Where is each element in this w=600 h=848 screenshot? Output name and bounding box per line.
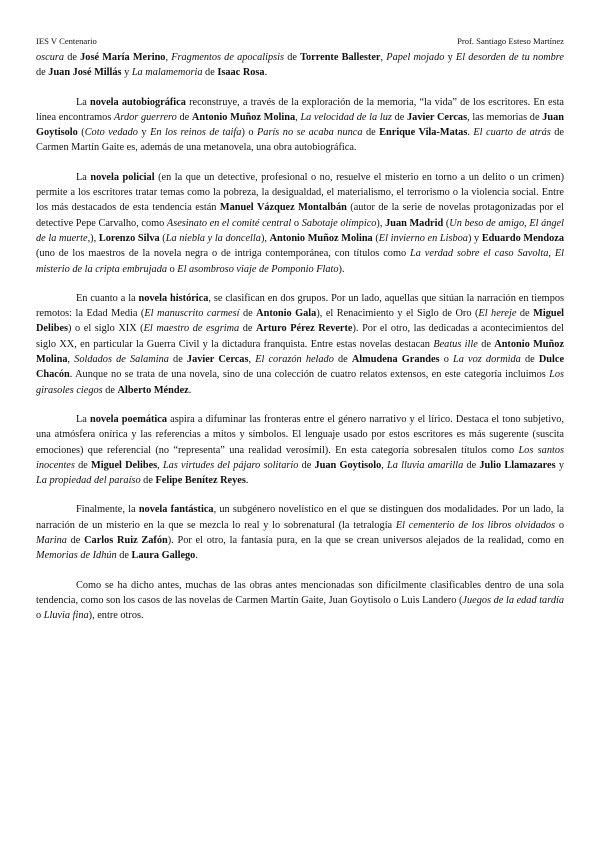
author-name: Lorenzo Silva [98,232,160,244]
text-run: ), el Renacimiento y el Siglo de Oro ( [316,308,479,320]
header-school: IES V Centenario [36,36,97,46]
text-run: ). Por el otro, las dedicadas a acontecimientos del siglo XX, en particular la Guerra Civil y la dictadura franquista. Entre estas novelas destacan [36,323,564,350]
text-run: , [548,248,555,260]
author-name: Carlos Ruiz Zafón [84,535,168,547]
work-title: Las virtudes del pájaro solitario [162,459,299,471]
work-title: Fragmentos de apocalipsis [171,52,284,63]
text-run: ( [443,217,450,229]
page-header [36,35,564,47]
text-run: , [67,354,75,366]
text-run: y [137,127,151,139]
text-run: ), [260,232,270,244]
text-run: ,), [87,232,99,244]
work-title: El invierno en Lisboa [378,232,468,244]
text-run: (uno de los maestros de la novela negra o de intriga contemporánea, con títulos como [36,248,411,260]
text-run: de [284,52,301,63]
paragraph-novela-fantastica [36,502,564,563]
text-run: (en la que un detective, profesional o no, resuelve el misterio en torno a un delito o un crimen) permite a los escritores tratar temas como la pobreza, la desigualdad, el materialismo, el terrorismo o la violencia social. Entre los más destacados de esta tendencia están [36,171,565,214]
text-run: ) o [241,127,257,139]
text-run: de [202,67,218,79]
paragraph-novela-poematica [36,412,564,488]
author-name: novela poemática [90,413,167,425]
work-title: oscura [36,52,65,63]
text-run: de [66,535,85,547]
work-title: La niebla y la doncella [165,232,261,244]
work-title: La verdad sobre el caso Savolta [410,248,549,260]
author-name: Dulce Chacón [36,354,565,381]
author-name: Felipe Benítez Reyes [155,475,246,487]
text-run: de [102,384,118,396]
work-title: La velocidad de la luz [300,111,392,123]
author-name: novela autobiográfica [90,96,186,108]
work-title: El corazón helado [255,354,334,366]
text-run: ( [372,232,379,244]
work-title: La propiedad del paraíso [36,475,141,487]
text-run: . [195,550,198,562]
text-run: de [64,52,81,63]
work-title: El maestro de esgrima [143,323,240,335]
work-title: El cementerio de los libros olvidados [395,519,556,531]
text-run: . Aunque no se trata de una novela, sino de una colección de cuatro relatos extensos, en este categoría incluimos [69,369,550,381]
work-title: Soldados de Salamina [74,354,169,366]
paragraph-novela-autobiografica [36,95,564,156]
text-run: ), [376,217,386,229]
text-run: o [36,610,44,622]
author-name: Javier Cercas [407,111,468,123]
text-run: de [168,354,187,366]
text-run: de [391,111,408,123]
text-run: y [121,67,132,79]
text-run: , [524,217,530,229]
text-run: de [116,550,132,562]
paragraph-conclusion [36,578,564,624]
author-name: José María Merino [80,52,166,63]
text-run: ). [338,263,345,275]
author-name: Antonio Muñoz Molina [36,338,564,366]
author-name: Torrente Ballester [300,52,381,63]
work-title: París no se acaba nunca [257,127,363,139]
text-run: de [520,354,539,366]
work-title: La lluvia amarilla [387,459,464,471]
text-run: de [239,323,256,335]
work-title: Los girasoles ciegos [36,369,564,396]
text-run: Como se ha dicho antes, muchas de las obras antes mencionadas son difícilmente clasificables dentro de una sola tendencia, como son los casos de las novelas de Carmen Martín Gaite, Juan Goytisolo o Luis Landero ( [36,579,564,606]
text-run: , [380,52,387,63]
work-title: El hereje [478,308,517,320]
text-run: y [555,459,564,471]
author-name: Miguel Delibes [36,308,565,335]
text-run: La [76,413,91,425]
work-title: Beatus ille [433,338,478,350]
text-run: , [157,459,163,471]
author-name: Juan Madrid [385,217,444,229]
author-name: Almudena Grandes [351,354,440,366]
text-run: , las memorias de [467,111,543,123]
work-title: En los reinos de taifa [150,127,242,139]
text-run: . [467,127,474,139]
text-run: de [516,308,534,320]
work-title: Sabotaje olímpico [301,217,377,229]
work-title: El desorden de tu nombre [455,52,565,63]
text-run: , [295,111,301,123]
text-run: o [555,519,564,531]
work-title: Coto vedado [84,127,138,139]
work-title: Juegos de la edad tardía [462,594,564,606]
text-run: La [76,96,91,108]
text-run: ( [77,127,85,139]
author-name: Juan Goytisolo [314,459,382,471]
author-name: Juan Goytisolo [36,111,564,139]
text-run: de [362,127,380,139]
author-name: Antonio Gala [256,308,317,320]
text-run: de [239,308,257,320]
text-run: de [477,338,495,350]
text-run: de [298,459,315,471]
author-name: novela policial [90,171,155,183]
text-run: y [444,52,456,63]
text-run: ). Por el otro, la fantasía pura, en la que se crean universos alejados de la realidad, como en [167,535,564,547]
text-run: de Carmen Martín Gaite es, además de una metanovela, una obra autobiográfica. [36,127,564,154]
work-title: Papel mojado [386,52,445,63]
text-run: de [140,475,156,487]
text-run: de [463,459,480,471]
work-title: La voz dormida [453,354,521,366]
work-title: Un beso de amigo [449,217,525,229]
text-run: . [245,475,249,487]
paragraph-novela-historica [36,291,564,398]
text-run: , [381,459,388,471]
author-name: novela histórica [138,292,209,304]
text-run: . [188,384,192,396]
author-name: Javier Cercas [186,354,249,366]
text-run: aspira a difuminar las fronteras entre el género narrativo y el lírico. Destaca el tono subjetivo, una atmósfera onírica y las referencias a mitos y símbolos. El lenguaje usado por estos escritores es más sugerente (suscita emociones) que referencial (no “representa” una realidad verosímil). En esta categoría sobresalen títulos como [36,413,565,456]
author-name: Isaac Rosa [217,67,265,79]
work-title: El misterio de la cripta embrujada [36,248,564,275]
author-name: Juan José Millás [48,67,122,79]
text-run: . [264,67,268,79]
author-name: Laura Gallego [131,550,196,562]
document-body [36,50,564,638]
author-name: Enrique Vila-Matas [379,127,468,139]
text-run: , [248,354,256,366]
text-run: ) o el siglo XIX ( [68,323,144,335]
text-run: reconstruye, a través de la exploración de la memoria, “la vida” de los escritores. En esta línea encontramos [36,96,565,123]
text-run: de [333,354,352,366]
text-run: de [36,67,49,79]
work-title: Memorias de Idhún [36,550,117,562]
author-name: Manuel Vázquez Montalbán [219,202,347,214]
work-title: Los santos inocentes [36,444,564,471]
author-name: Alberto Méndez [117,384,189,396]
text-run: , se clasifican en dos grupos. Por un lado, aquellas que sitúan la narración en tiempos remotos: la Edad Media ( [36,292,564,320]
work-title: Ardor guerrero [114,111,177,123]
text-run: ) y [467,232,482,244]
text-run: La [76,171,91,183]
text-run: de [74,459,92,471]
work-title: Lluvia fina [43,610,89,622]
work-title: Marina [36,535,67,547]
paragraph-novela-policial [36,170,564,277]
text-run: , un subgénero novelístico en el que se distinguen dos modalidades. Por un lado, la narración de un misterio en la que se mezcla lo real y lo sobrenatural (la tetralogía [36,504,565,531]
author-name: Miguel Delibes [91,459,158,471]
author-name: novela fantástica [138,504,214,516]
author-name: Julio Llamazares [479,459,556,471]
text-run: , [165,52,172,63]
text-run: o [291,217,302,229]
work-title: La malamemoria [131,67,203,79]
header-author: Prof. Santiago Esteso Martínez [457,36,564,46]
author-name: Eduardo Mendoza [481,232,564,244]
author-name: Antonio Muñoz Molina [191,111,296,123]
work-title: El manuscrito carmesí [144,308,240,320]
text-run: o [439,354,454,366]
text-run: (autor de la serie de novelas protagonizadas por el detective Pepe Carvalho, como [36,202,564,229]
paragraph-intro-continued [36,50,564,81]
text-run: Finalmente, la [76,504,139,516]
text-run: En cuanto a la [76,292,139,304]
text-run: ( [159,232,166,244]
work-title: El cuarto de atrás [473,127,551,139]
work-title: El ángel de la muerte [36,217,564,244]
work-title: Asesinato en el comité central [166,217,292,229]
text-run: o [167,263,178,275]
text-run: ), entre otros. [88,610,144,622]
author-name: Antonio Muñoz Molina [269,232,373,244]
work-title: El asombroso viaje de Pomponio Flato [177,263,339,275]
author-name: Arturo Pérez Reverte [256,323,353,335]
text-run: de [176,111,192,123]
